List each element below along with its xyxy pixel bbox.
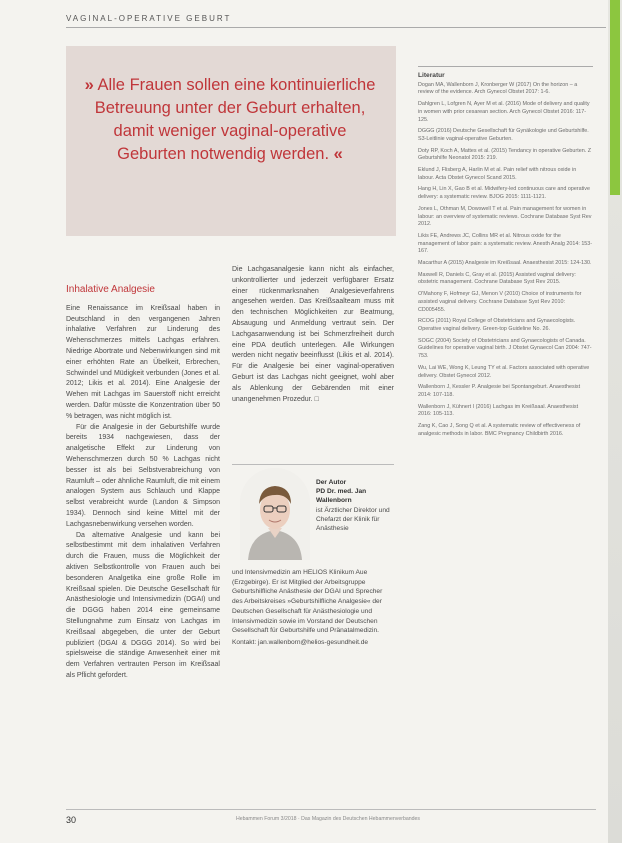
author-contact[interactable]: Kontakt: jan.wallenborn@helios-gesundheit.de: [232, 638, 369, 646]
paragraph-text: Die Lachgasanalgesie kann nicht als einfacher, unkontrollierter und jederzeit verfügbarer Ersatz einer rückenmarksnahen Analgesieverfahrens angesehen werden. Das Kreißsaalteam muss mit den technischen Möglichkeiten zur Beatmung, Absaugung und Anmeldung vertraut sein. Der Lachgasanwendung ist bei Schmerzfreiheit durch eine PDA deutlich unterlegen. Alle Wirkungen werden nicht negativ beeinflusst (Likis et al. 2014). Für die Analgesie bei einer vaginal-operativen Geburt ist das Lachgas nicht geeignet, wohl aber als Ablenkung der Gebärenden mit einer unangenehmen Prozedur.: [232, 266, 394, 403]
paragraph: [232, 265, 394, 405]
text-column-left: [66, 285, 220, 682]
literature-item: Wu, Lai WE, Wong K, Leung TY et al. Factors associated with operative delivery. Obstet Gynecol 2012.: [418, 364, 590, 379]
running-head-rule: [66, 27, 606, 28]
running-head: VAGINAL-OPERATIVE GEBURT: [66, 14, 232, 23]
pullquote-open-mark: »: [84, 76, 94, 94]
literature-list: [418, 72, 593, 442]
paragraph: Da alternative Analgesie und kann bei selbstbestimmt mit dem inhalativen Verfahren durch die Frauen, muss die Möglichkeit der aktiven Selbstkontrolle von Frauen auch bei besonderen Analgetika eine große Rolle im Kreißsaal spielen. Die Deutsche Gesellschaft für Anästhesiologie und Intensivmedizin (DGAI) und die DGGG haben 2014 eine gemeinsame Stellungnahme zum Einsatz von Lachgas im Kreißsaal abgegeben, die unter der Geburt publiziert (DGAI & DGGG 2014). So wird bei spielsweise die ständige Anwesenheit einer mit dem Verfahren vertrauten Person im Kreißsaal als Pflicht gefordert.: [66, 531, 220, 679]
literature-item: Dogan MA, Wallenborn J, Kronberger W (2017) On the horizon – a review of the evidence. Arch Gynecol Obstet 2017: 1-6.: [418, 81, 578, 96]
author-bio-text: und Intensivmedizin am HELIOS Klinikum Aue (Erzgebirge). Er ist Mitglied der Arbeitsgruppe Geburtshilfliche Anästhesie der DGAI und Sprecher des Arbeitskreises »Geburtshilfliche Analgesie« der Deutschen Gesellschaft für Anästhesiologie und Intensivmedizin sowie im Vorstand der Deutschen Gesellschaft für Geburtshilfe und Pränatalmedizin.: [232, 569, 383, 635]
literature-item: Jones L, Othman M, Dowswell T et al. Pain management for women in labour: an overview of systematic reviews. Cochrane Database Syst Rev 2012.: [418, 205, 592, 228]
end-mark: □: [314, 395, 319, 403]
page-number: 30: [66, 815, 77, 825]
literature-item: Likis FE, Andrews JC, Collins MR et al. Nitrous oxide for the management of labor pain: a systematic review. Anesth Analg 2014: 153-167.: [418, 232, 593, 255]
literature-item: Wallenborn J, Kessler P. Analgesie bei Spontangeburt. Anaesthesist 2014: 107-118.: [418, 384, 581, 398]
literature-rule: [418, 66, 593, 67]
text-column-middle: [232, 265, 394, 405]
footer-rule: [66, 809, 596, 810]
literature-item: SOGC (2004) Society of Obstetricians and Gynaecologists of Canada. Guidelines for operative vaginal birth. J Obstet Gynaecol Can 2004: 747-753.: [418, 337, 592, 360]
author-box: [316, 478, 396, 533]
author-bio: [232, 568, 394, 648]
literature-item: Doty RP, Koch A, Mattes et al. (2015) Tendancy in operative Geburten. Z Geburtshilfe Neonatol 2015: 219.: [418, 147, 591, 162]
section-heading: Inhalative Analgesie: [66, 284, 155, 295]
author-divider: [232, 464, 394, 465]
paragraph: Für die Analgesie in der Geburtshilfe wurde bereits 1934 nachgewiesen, dass der analgetische Effekt zur Linderung von Wehenschmerzen durch 50 % Lachgas nicht besser ist als bei Selbstverabreichung von Raumluft – oder ähnliche Raumluft, die mit einem analogen System aus Schlauch und Klappe selbst verabreicht wurde (Landon & Simpson 1934). Dennoch sind keine Mittel mit der Lachgasnebenwirkung versehen worden.: [66, 423, 220, 528]
literature-heading: Literatur: [418, 72, 445, 79]
author-photo: [240, 468, 310, 560]
literature-item: Eklund J, Flisberg A, Harlin M et al. Pain relief with nitrous oxide in labour. Acta Obstet Gynecol Scand 2015.: [418, 167, 577, 181]
literature-item: Wallenborn J, Kühnert I (2016) Lachgas im Kreißsaal. Anaesthesist 2016: 105-113.: [418, 403, 579, 418]
pullquote-text: Alle Frauen sollen eine kontinuierliche Betreuung unter der Geburt erhalten, damit weniger vaginal-operative Geburten notwendig werden.: [94, 76, 376, 163]
literature-item: Macarthur A (2015) Analgesie im Kreißsaal. Anaesthesist 2015: 124-130.: [418, 260, 592, 267]
literature-item: Hang H, Lin X, Gao B et al. Midwifery-led continuous care and operative delivery: a systematic review. BJOG 2015: 1111-1121.: [418, 186, 590, 201]
author-portrait-image: [240, 468, 310, 560]
literature-item: DGGG (2016) Deutsche Gesellschaft für Gynäkologie und Geburtshilfe. S3-Leitlinie vaginal-operative Geburten.: [418, 128, 589, 142]
section-marker-bar: [610, 0, 620, 195]
author-role: ist Ärztlicher Direktor und Chefarzt der Klinik für Anästhesie: [316, 506, 390, 533]
literature-item: RCOG (2011) Royal College of Obstetricians and Gynaecologists. Operative vaginal delivery. Green-top Guideline No. 26.: [418, 318, 576, 332]
author-name: PD Dr. med. Jan Wallenborn: [316, 488, 367, 505]
literature-item: O'Mahony F, Hofmeyr GJ, Menon V (2010) Choice of instruments for assisted vaginal delivery. Cochrane Database Syst Rev 2010: CD005455.: [418, 291, 582, 313]
author-label: Der Autor: [316, 479, 347, 486]
literature-item: Dahlgren L, Lofgren N, Ayer M et al. (2016) Mode of delivery and quality in women with prior cesarean section. Arch Gynecol Obstet 2016: 117-125.: [418, 101, 590, 123]
literature-item: Maxwell R, Daniels C, Gray et al. (2015) Assisted vaginal delivery: obstetric management. Cochrane Database Syst Rev 2015.: [418, 271, 576, 286]
pullquote: [80, 74, 380, 166]
paragraph: Eine Renaissance im Kreißsaal haben in Deutschland in den vergangenen Jahren inhalative Verfahren zur Linderung des Wehenschmerzes mittels Lachgas erfahren. Niedrige Abortrate und Nebenwirkungen sind mit einer erhöhten Rate an Übelkeit, Erbrechen, Schwindel und Müdigkeit verbunden (Jones et al. 2012; Likis et al. 2014). Eine Analgesie der Wehen mit Lachgas im Sauerstoff nicht erreicht werden. Dafür müsste die Konzentration über 50 % betragen, was nicht möglich ist.: [66, 304, 220, 420]
footer-imprint: Hebammen Forum 3/2018 · Das Magazin des Deutschen Hebammenverbandes: [236, 816, 420, 822]
literature-item: Zang K, Cao J, Song Q et al. A systematic review of effectiveness of analgesic methods in labor. BMC Pregnancy Childbirth 2016.: [418, 423, 581, 437]
pullquote-close-mark: «: [333, 145, 343, 163]
